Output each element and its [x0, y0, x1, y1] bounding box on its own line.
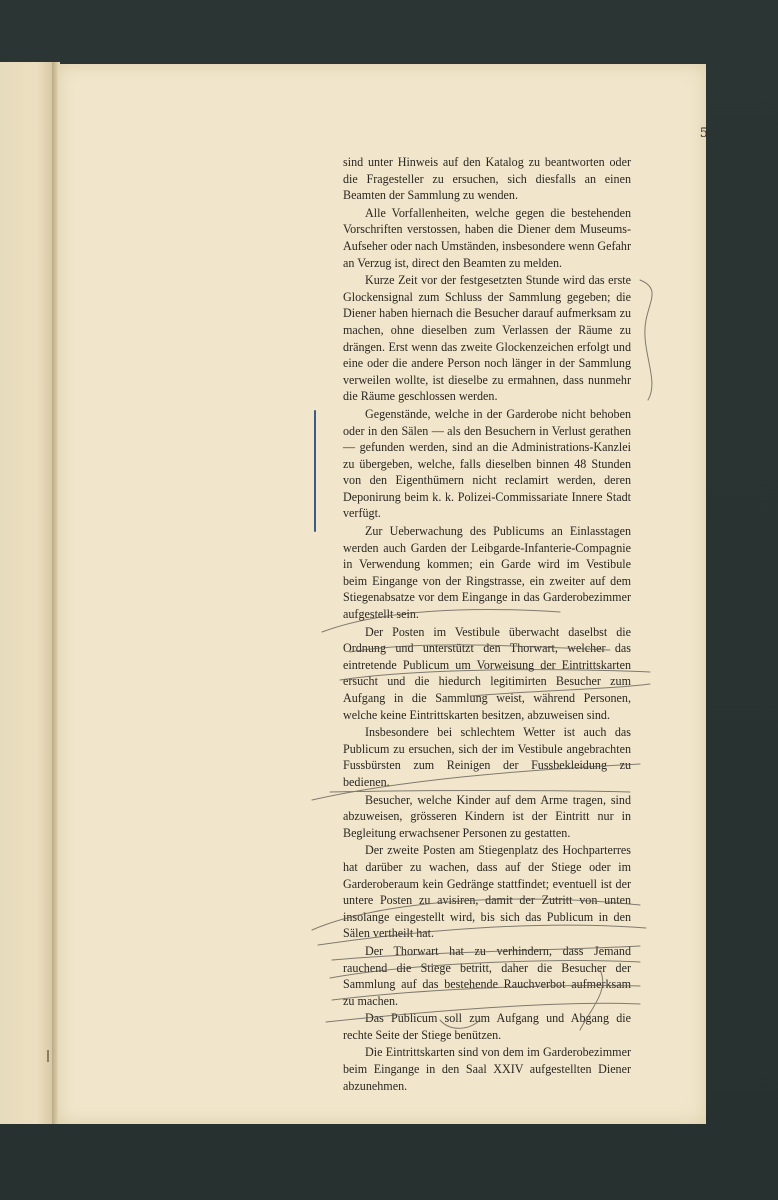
paragraph: sind unter Hinweis auf den Katalog zu beantworten oder die Fragesteller zu ersuchen, sich diesfalls an einen Beamten der Sammlung zu wenden.	[343, 155, 631, 203]
paragraph: Gegenstände, welche in der Garderobe nicht behoben oder in den Sälen — als den Besuchern in Verlust gerathen — gefunden werden, sind an die Administrations-Kanzlei zu übergeben, welche, falls dieselben binnen 48 Stunden von den Eigenthümern nicht reclamirt werden, deren Deponirung beim k. k. Polizei-Commissariate Innere Stadt verfügt.	[343, 406, 631, 521]
margin-blue-pencil-line	[314, 410, 316, 532]
paragraph: Die Eintrittskarten sind von dem im Garderobezimmer beim Eingange in den Saal XXIV aufgestellten Diener abzunehmen.	[343, 1045, 631, 1093]
paragraph: Der zweite Posten am Stiegenplatz des Hochparterres hat darüber zu wachen, dass auf der Stiege oder im Garderoberaum kein Gedränge stattfindet; eventuell ist der untere Posten zu avisiren, damit der Zutritt von unten insolange eingestellt wird, bis sich das Publicum in den Sälen vertheilt hat.	[343, 843, 631, 941]
paragraph: Der Thorwart hat zu verhindern, dass Jemand rauchend die Stiege betritt, daher die Besucher der Sammlung auf das bestehende Rauchverbot aufmerksam zu machen.	[343, 943, 631, 1008]
facing-page-mark	[47, 1050, 49, 1062]
page-number: 5	[699, 126, 708, 141]
paragraph: Der Posten im Vestibule überwacht daselbst die Ordnung und unterstützt den Thorwart, welcher das eintretende Publicum um Vorweisung der Eintrittskarten ersucht und die hiedurch legitimirten Besucher zum Aufgang in die Sammlung weist, während Personen, welche keine Eintrittskarten besitzen, abzuweisen sind.	[343, 624, 631, 722]
body-text	[343, 154, 631, 1095]
paragraph: Besucher, welche Kinder auf dem Arme tragen, sind abzuweisen, grösseren Kindern ist der Eintritt nur in Begleitung erwachsener Personen zu gestatten.	[343, 792, 631, 840]
paragraph: Insbesondere bei schlechtem Wetter ist auch das Publicum zu ersuchen, sich der im Vestibule angebrachten Fussbürsten zum Reinigen der Fussbekleidung zu bedienen.	[343, 725, 631, 789]
paragraph: Alle Vorfallenheiten, welche gegen die bestehenden Vorschriften verstossen, haben die Diener dem Museums-Aufseher oder nach Umständen, insbesondere wenn Gefahr an Verzug ist, direct den Beamten zu melden.	[343, 205, 631, 270]
paragraph: Zur Ueberwachung des Publicums an Einlasstagen werden auch Garden der Leibgarde-Infanterie-Compagnie in Verwendung kommen; ein Garde wird im Vestibule beim Eingange von der Ringstrasse, ein zweiter auf dem Stiegenabsatze vor dem Eingange in das Garderobezimmer aufgestellt sein.	[343, 524, 631, 622]
facing-page-edge	[0, 62, 52, 1124]
paragraph: Das Publicum soll zum Aufgang und Abgang die rechte Seite der Stiege benützen.	[343, 1011, 631, 1042]
paragraph: Kurze Zeit vor der festgesetzten Stunde wird das erste Glockensignal zum Schluss der Sammlung gegeben; die Diener haben hiernach die Besucher darauf aufmerksam zu machen, ohne dieselben zum Verlassen der Räume zu drängen. Erst wenn das zweite Glockenzeichen erfolgt und eine oder die andere Person noch länger in der Sammlung verweilen wollte, ist dieselbe zu ermahnen, dass nunmehr die Räume geschlossen werden.	[343, 273, 631, 404]
